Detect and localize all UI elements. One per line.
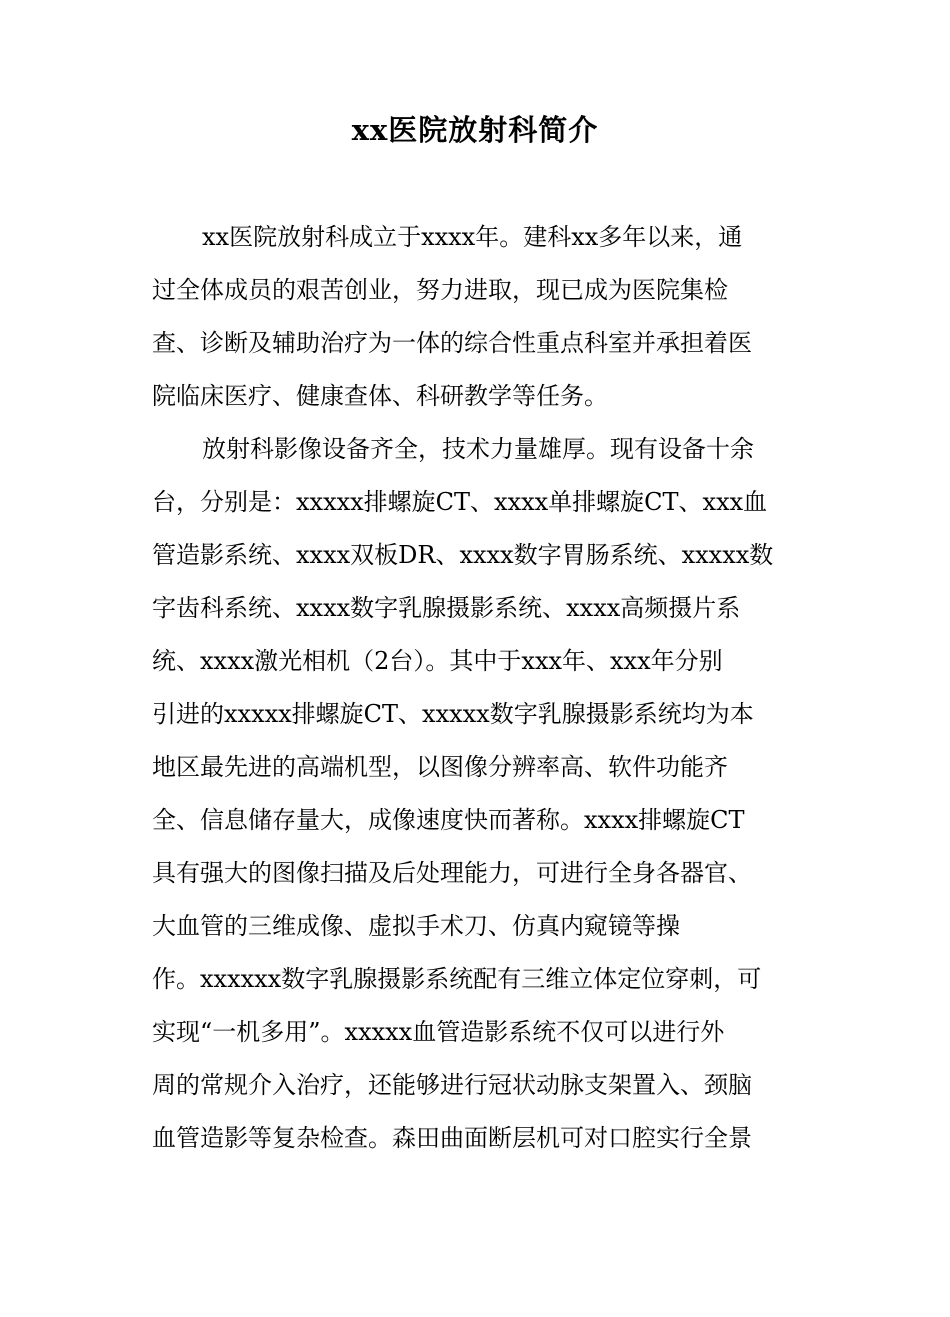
text-line: 字齿科系统、xxxx数字乳腺摄影系统、xxxx高频摄片系 [152,594,741,622]
text-line: 台，分别是：xxxxx排螺旋CT、xxxx单排螺旋CT、xxx血 [152,488,768,516]
text-line: 血管造影等复杂检查。森田曲面断层机可对口腔实行全景 [152,1124,752,1152]
text-line: xx医院放射科成立于xxxx年。建科xx多年以来，通 [202,223,743,251]
text-line: 管造影系统、xxxx双板DR、xxxx数字胃肠系统、xxxxx数 [152,541,774,569]
text-line: 查、诊断及辅助治疗为一体的综合性重点科室并承担着医 [152,329,752,357]
text-line: 作。xxxxxx数字乳腺摄影系统配有三维立体定位穿刺，可 [152,965,762,993]
text-line: 具有强大的图像扫描及后处理能力，可进行全身各器官、 [152,859,752,887]
text-line: 大血管的三维成像、虚拟手术刀、仿真内窥镜等操 [152,912,680,940]
text-line: 周的常规介入治疗，还能够进行冠状动脉支架置入、颈脑 [152,1071,752,1099]
document-title: xx医院放射科简介 [351,113,599,147]
text-line: 全、信息储存量大，成像速度快而著称。xxxx排螺旋CT [152,806,745,834]
text-line: 地区最先进的高端机型，以图像分辨率高、软件功能齐 [152,753,728,781]
text-line: 放射科影像设备齐全，技术力量雄厚。现有设备十余 [202,435,754,463]
text-line: 过全体成员的艰苦创业，努力进取，现已成为医院集检 [152,276,728,304]
text-line: 引进的xxxxx排螺旋CT、xxxxx数字乳腺摄影系统均为本 [152,700,754,728]
text-line: 统、xxxx激光相机（2台）。其中于xxx年、xxx年分别 [152,647,723,675]
text-line: 院临床医疗、健康查体、科研教学等任务。 [152,382,608,410]
text-line: 实现“一机多用”。xxxxx血管造影系统不仅可以进行外 [152,1018,725,1046]
